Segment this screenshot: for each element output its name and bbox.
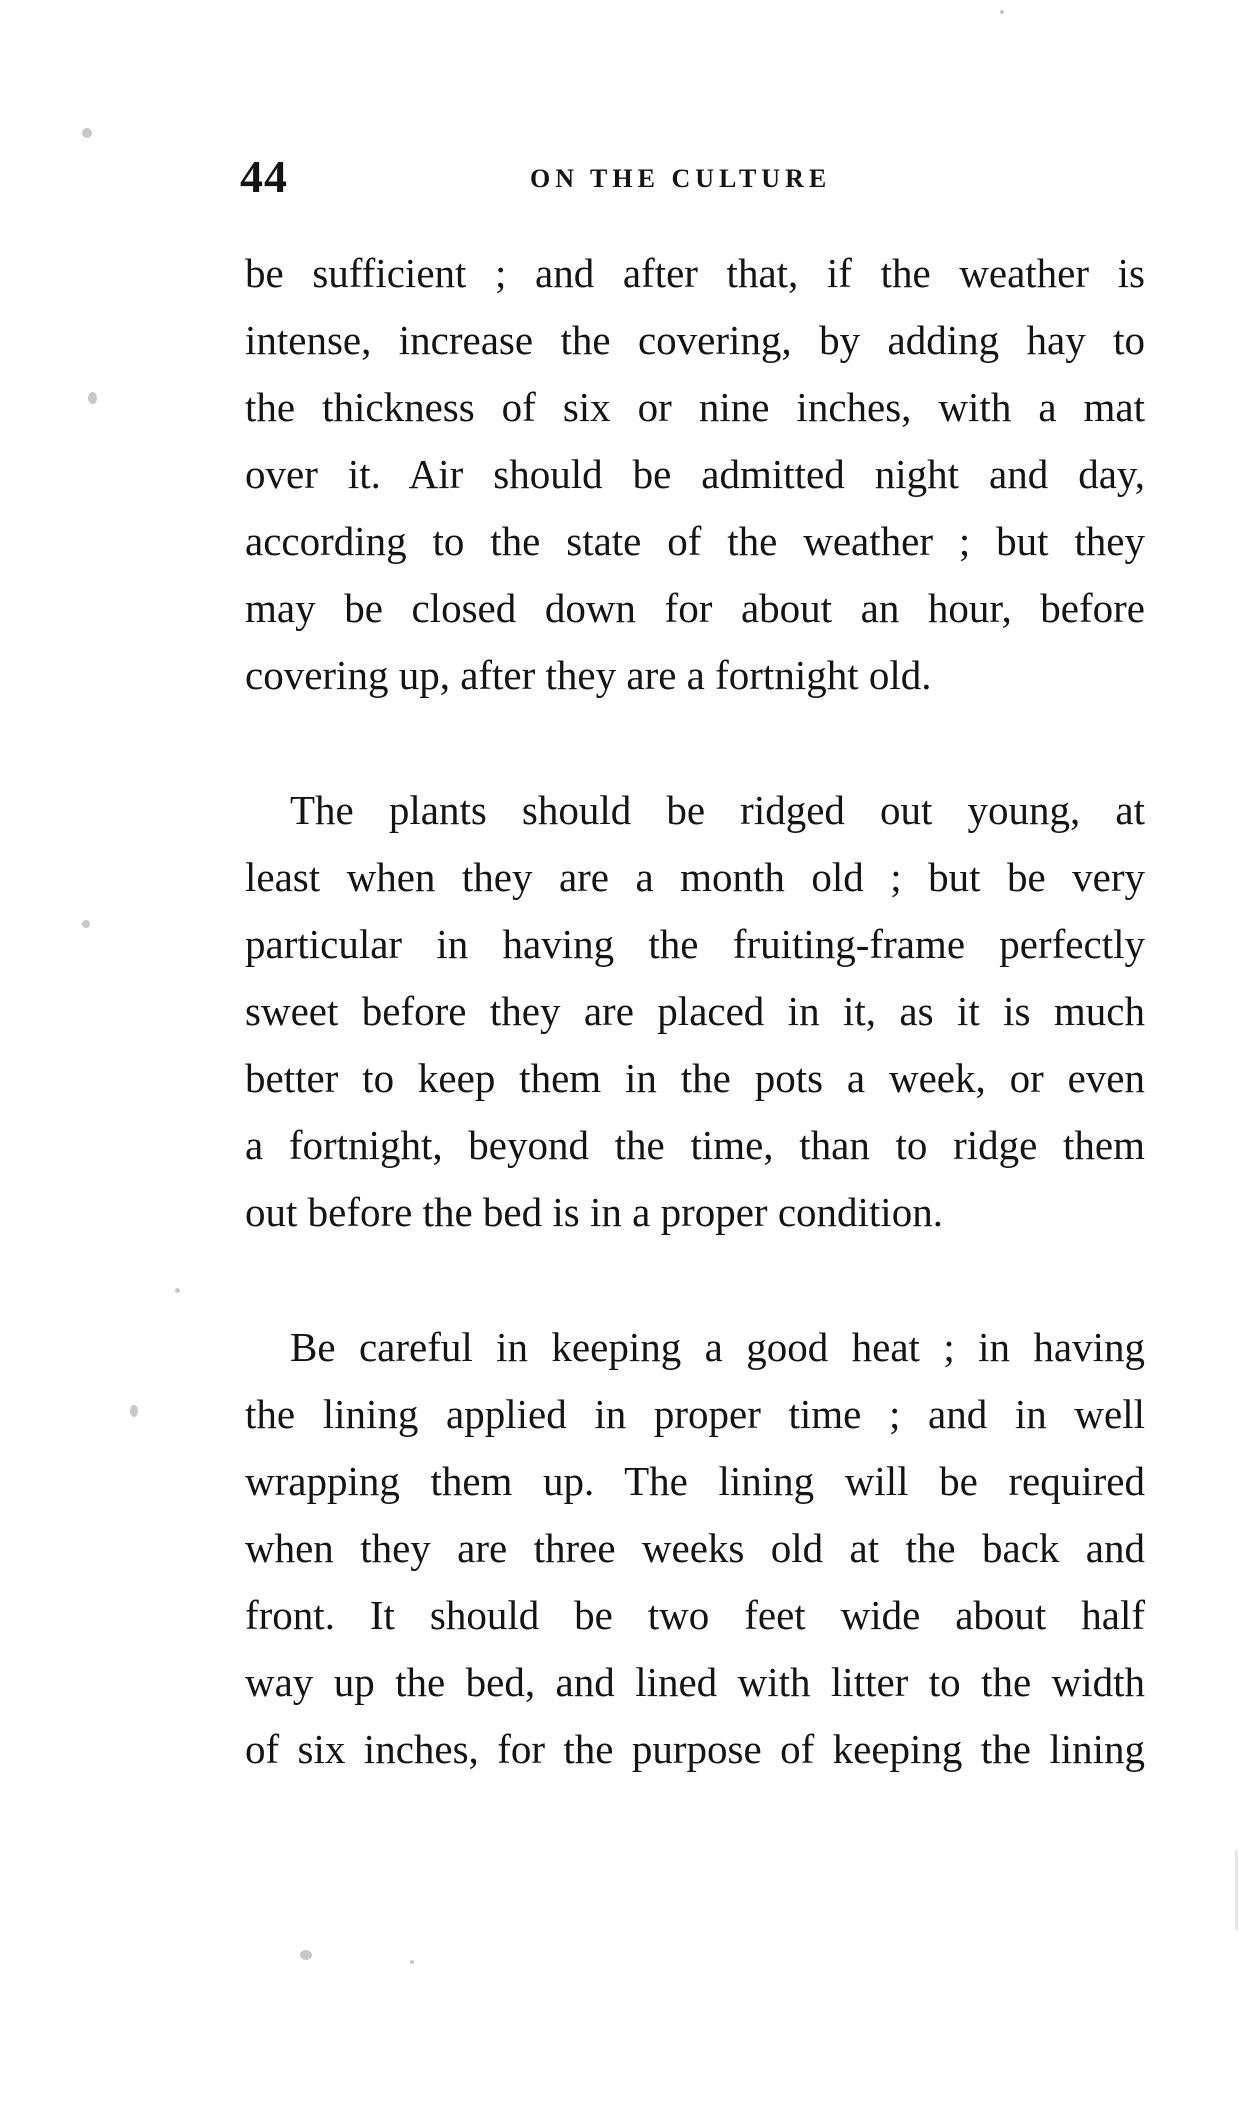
running-head: ON THE CULTURE xyxy=(530,164,832,193)
paper-speck xyxy=(88,392,97,404)
text-line: better to keep them in the pots a week, or even xyxy=(245,1055,1145,1101)
paper-speck xyxy=(175,1288,180,1293)
paper-speck xyxy=(82,128,92,138)
text-line: be sufficient ; and after that, if the weather is xyxy=(245,250,1145,296)
paper-speck xyxy=(300,1950,312,1960)
paper-speck xyxy=(82,920,90,928)
text-line: way up the bed, and lined with litter to the width xyxy=(245,1659,1145,1705)
text-line: intense, increase the covering, by adding hay to xyxy=(245,317,1145,363)
text-line: covering up, after they are a fortnight old. xyxy=(245,652,932,698)
paper-speck xyxy=(410,1960,414,1964)
paragraph-3 xyxy=(245,1314,1145,1783)
text-line: particular in having the fruiting-frame perfectly xyxy=(245,921,1145,967)
text-line: may be closed down for about an hour, before xyxy=(245,585,1145,631)
paper-speck xyxy=(1235,1850,1238,1930)
text-line: of six inches, for the purpose of keeping the lining xyxy=(245,1726,1145,1772)
text-line: when they are three weeks old at the back and xyxy=(245,1525,1145,1571)
text-line: sweet before they are placed in it, as it is much xyxy=(245,988,1145,1034)
text-line: The plants should be ridged out young, at xyxy=(290,787,1145,833)
paper-speck xyxy=(1000,10,1004,14)
text-line: over it. Air should be admitted night and day, xyxy=(245,451,1145,497)
text-line: Be careful in keeping a good heat ; in having xyxy=(290,1324,1145,1370)
text-line: a fortnight, beyond the time, than to ridge them xyxy=(245,1122,1145,1168)
paper-speck xyxy=(130,1405,138,1417)
page-number: 44 xyxy=(240,151,288,202)
text-line: the thickness of six or nine inches, with a mat xyxy=(245,384,1145,430)
text-line: the lining applied in proper time ; and in well xyxy=(245,1391,1145,1437)
page-header xyxy=(240,150,1145,210)
text-line: least when they are a month old ; but be very xyxy=(245,854,1145,900)
paragraph-2 xyxy=(245,777,1145,1246)
text-line: out before the bed is in a proper condition. xyxy=(245,1189,943,1235)
text-line: according to the state of the weather ; but they xyxy=(245,518,1145,564)
text-line: front. It should be two feet wide about half xyxy=(245,1592,1145,1638)
text-line: wrapping them up. The lining will be required xyxy=(245,1458,1145,1504)
paragraph-1 xyxy=(245,240,1145,709)
body-text xyxy=(245,240,1145,1783)
